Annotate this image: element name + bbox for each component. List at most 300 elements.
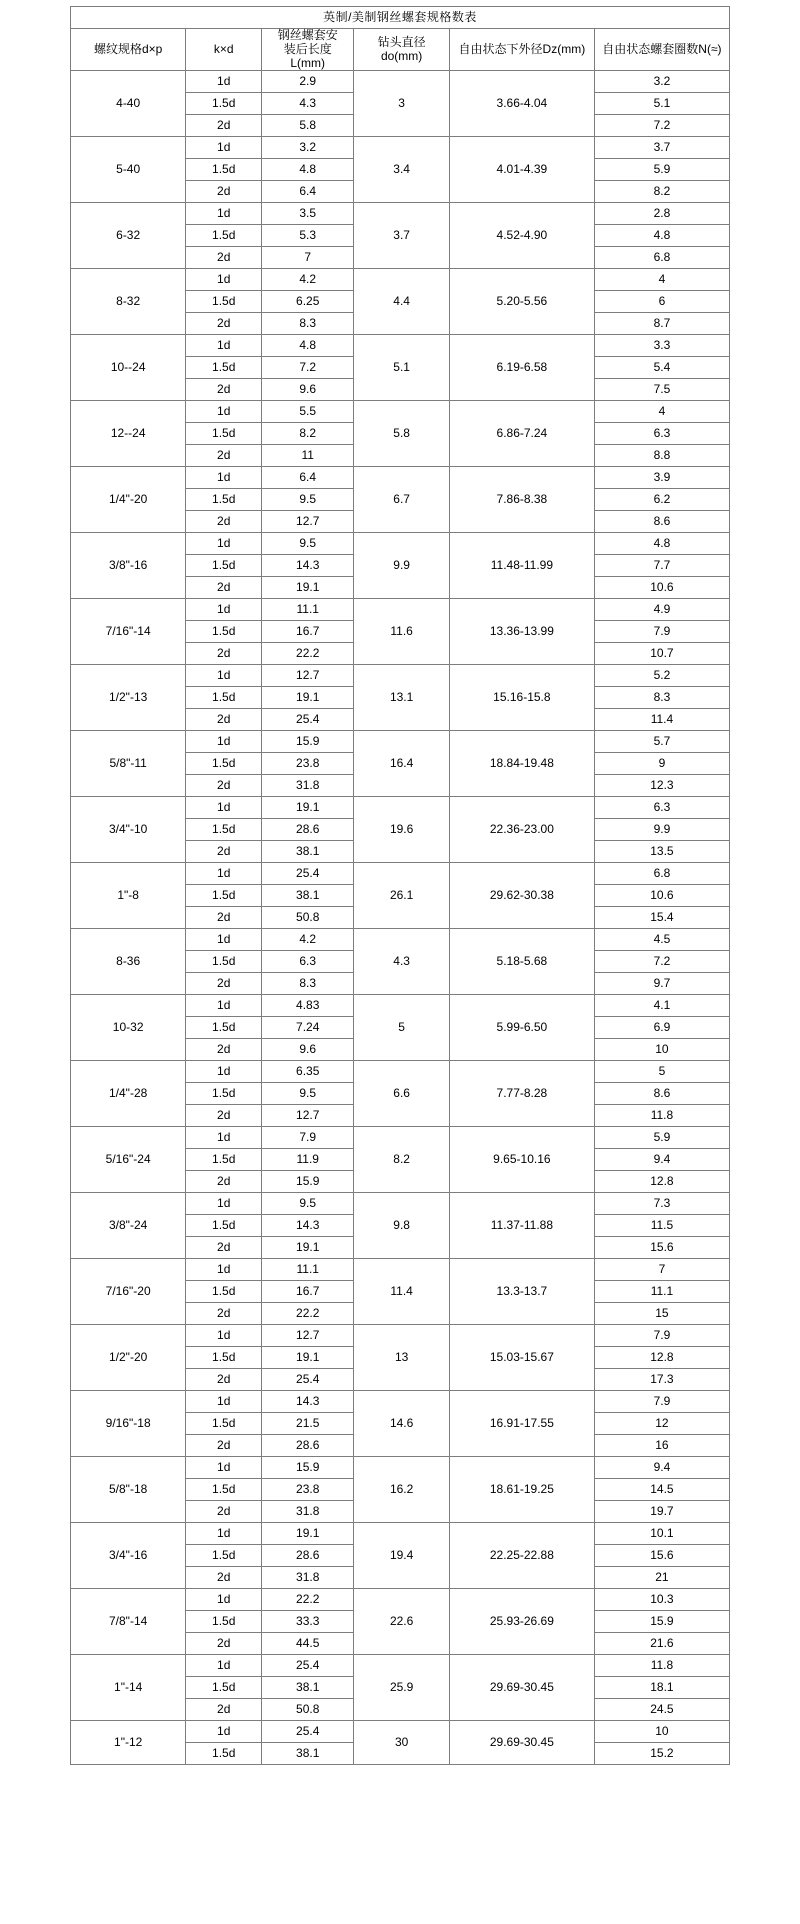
cell-thread-spec: 7/16"-14 xyxy=(71,599,186,665)
table-header xyxy=(71,7,730,71)
cell-length: 16.7 xyxy=(262,1281,354,1303)
cell-turns: 6.2 xyxy=(594,489,729,511)
cell-length: 25.4 xyxy=(262,1369,354,1391)
cell-turns: 4 xyxy=(594,269,729,291)
cell-length: 4.83 xyxy=(262,995,354,1017)
cell-drill-diameter: 5.8 xyxy=(354,401,450,467)
cell-thread-spec: 10-32 xyxy=(71,995,186,1061)
cell-turns: 12.8 xyxy=(594,1171,729,1193)
cell-turns: 5.2 xyxy=(594,665,729,687)
cell-free-outer-diameter: 15.03-15.67 xyxy=(449,1325,594,1391)
cell-drill-diameter: 13 xyxy=(354,1325,450,1391)
cell-free-outer-diameter: 13.36-13.99 xyxy=(449,599,594,665)
cell-kd: 1d xyxy=(186,1127,262,1149)
cell-turns: 12.8 xyxy=(594,1347,729,1369)
cell-turns: 6 xyxy=(594,291,729,313)
cell-length: 14.3 xyxy=(262,555,354,577)
cell-free-outer-diameter: 6.19-6.58 xyxy=(449,335,594,401)
cell-turns: 6.9 xyxy=(594,1017,729,1039)
cell-kd: 1.5d xyxy=(186,1743,262,1765)
cell-free-outer-diameter: 6.86-7.24 xyxy=(449,401,594,467)
col-header-dz xyxy=(449,29,594,71)
cell-length: 23.8 xyxy=(262,1479,354,1501)
cell-drill-diameter: 5.1 xyxy=(354,335,450,401)
cell-length: 11.9 xyxy=(262,1149,354,1171)
cell-thread-spec: 1/2"-13 xyxy=(71,665,186,731)
col-header-length xyxy=(262,29,354,71)
cell-kd: 1.5d xyxy=(186,1149,262,1171)
table-row xyxy=(71,731,730,753)
col-header-length-line3: L(mm) xyxy=(290,55,326,70)
cell-length: 7.9 xyxy=(262,1127,354,1149)
table-row xyxy=(71,335,730,357)
cell-free-outer-diameter: 11.48-11.99 xyxy=(449,533,594,599)
cell-free-outer-diameter: 16.91-17.55 xyxy=(449,1391,594,1457)
cell-free-outer-diameter: 18.84-19.48 xyxy=(449,731,594,797)
cell-thread-spec: 1/4"-20 xyxy=(71,467,186,533)
cell-turns: 10.6 xyxy=(594,885,729,907)
cell-turns: 18.1 xyxy=(594,1677,729,1699)
cell-free-outer-diameter: 29.62-30.38 xyxy=(449,863,594,929)
cell-length: 50.8 xyxy=(262,1699,354,1721)
cell-kd: 2d xyxy=(186,1699,262,1721)
cell-thread-spec: 1"-14 xyxy=(71,1655,186,1721)
table-row xyxy=(71,137,730,159)
cell-kd: 1.5d xyxy=(186,1281,262,1303)
cell-kd: 1.5d xyxy=(186,1611,262,1633)
cell-kd: 1d xyxy=(186,533,262,555)
cell-length: 9.5 xyxy=(262,489,354,511)
cell-drill-diameter: 16.2 xyxy=(354,1457,450,1523)
cell-length: 8.2 xyxy=(262,423,354,445)
table-row xyxy=(71,1259,730,1281)
cell-free-outer-diameter: 13.3-13.7 xyxy=(449,1259,594,1325)
cell-kd: 1.5d xyxy=(186,423,262,445)
cell-turns: 4.8 xyxy=(594,225,729,247)
cell-free-outer-diameter: 7.77-8.28 xyxy=(449,1061,594,1127)
table-row xyxy=(71,401,730,423)
cell-free-outer-diameter: 5.20-5.56 xyxy=(449,269,594,335)
cell-length: 28.6 xyxy=(262,1435,354,1457)
cell-turns: 7.5 xyxy=(594,379,729,401)
cell-length: 22.2 xyxy=(262,1589,354,1611)
cell-free-outer-diameter: 4.01-4.39 xyxy=(449,137,594,203)
cell-length: 28.6 xyxy=(262,819,354,841)
table-row xyxy=(71,1721,730,1743)
cell-kd: 2d xyxy=(186,775,262,797)
cell-turns: 6.3 xyxy=(594,797,729,819)
cell-turns: 11.8 xyxy=(594,1105,729,1127)
cell-kd: 1d xyxy=(186,665,262,687)
table-row xyxy=(71,1523,730,1545)
cell-length: 6.35 xyxy=(262,1061,354,1083)
cell-turns: 10.6 xyxy=(594,577,729,599)
cell-turns: 11.4 xyxy=(594,709,729,731)
cell-length: 31.8 xyxy=(262,1501,354,1523)
cell-length: 4.8 xyxy=(262,159,354,181)
col-header-kd-label: k×d xyxy=(213,41,234,56)
cell-turns: 8.6 xyxy=(594,511,729,533)
cell-free-outer-diameter: 4.52-4.90 xyxy=(449,203,594,269)
cell-length: 6.3 xyxy=(262,951,354,973)
cell-turns: 4.9 xyxy=(594,599,729,621)
cell-thread-spec: 5-40 xyxy=(71,137,186,203)
cell-thread-spec: 8-32 xyxy=(71,269,186,335)
cell-kd: 2d xyxy=(186,709,262,731)
cell-length: 11.1 xyxy=(262,599,354,621)
table-row xyxy=(71,1325,730,1347)
cell-turns: 13.5 xyxy=(594,841,729,863)
cell-turns: 2.8 xyxy=(594,203,729,225)
cell-free-outer-diameter: 22.25-22.88 xyxy=(449,1523,594,1589)
cell-kd: 1d xyxy=(186,1193,262,1215)
cell-kd: 1.5d xyxy=(186,1083,262,1105)
cell-length: 19.1 xyxy=(262,1523,354,1545)
cell-drill-diameter: 8.2 xyxy=(354,1127,450,1193)
cell-drill-diameter: 5 xyxy=(354,995,450,1061)
cell-free-outer-diameter: 29.69-30.45 xyxy=(449,1655,594,1721)
cell-kd: 2d xyxy=(186,1633,262,1655)
cell-kd: 1.5d xyxy=(186,225,262,247)
cell-thread-spec: 1"-12 xyxy=(71,1721,186,1765)
cell-drill-diameter: 9.9 xyxy=(354,533,450,599)
cell-length: 4.2 xyxy=(262,269,354,291)
cell-turns: 24.5 xyxy=(594,1699,729,1721)
table-row xyxy=(71,1193,730,1215)
cell-drill-diameter: 19.6 xyxy=(354,797,450,863)
cell-free-outer-diameter: 25.93-26.69 xyxy=(449,1589,594,1655)
cell-turns: 5.1 xyxy=(594,93,729,115)
cell-length: 15.9 xyxy=(262,1171,354,1193)
cell-thread-spec: 5/8"-11 xyxy=(71,731,186,797)
cell-kd: 2d xyxy=(186,1501,262,1523)
cell-turns: 7.2 xyxy=(594,115,729,137)
col-header-drill xyxy=(354,29,450,71)
cell-drill-diameter: 3 xyxy=(354,71,450,137)
cell-turns: 11.8 xyxy=(594,1655,729,1677)
cell-kd: 1d xyxy=(186,71,262,93)
cell-kd: 2d xyxy=(186,1171,262,1193)
cell-drill-diameter: 30 xyxy=(354,1721,450,1765)
cell-turns: 9.9 xyxy=(594,819,729,841)
cell-kd: 1d xyxy=(186,929,262,951)
cell-turns: 15.6 xyxy=(594,1545,729,1567)
cell-kd: 2d xyxy=(186,1435,262,1457)
col-header-kd xyxy=(186,29,262,71)
cell-free-outer-diameter: 7.86-8.38 xyxy=(449,467,594,533)
cell-drill-diameter: 19.4 xyxy=(354,1523,450,1589)
cell-length: 12.7 xyxy=(262,1105,354,1127)
cell-length: 14.3 xyxy=(262,1215,354,1237)
cell-turns: 3.3 xyxy=(594,335,729,357)
cell-turns: 4.8 xyxy=(594,533,729,555)
cell-length: 7.2 xyxy=(262,357,354,379)
cell-turns: 12.3 xyxy=(594,775,729,797)
cell-drill-diameter: 3.4 xyxy=(354,137,450,203)
title-row xyxy=(71,7,730,29)
cell-turns: 8.6 xyxy=(594,1083,729,1105)
cell-turns: 17.3 xyxy=(594,1369,729,1391)
cell-kd: 2d xyxy=(186,1567,262,1589)
cell-length: 28.6 xyxy=(262,1545,354,1567)
cell-thread-spec: 7/16"-20 xyxy=(71,1259,186,1325)
cell-kd: 1.5d xyxy=(186,159,262,181)
cell-kd: 1.5d xyxy=(186,291,262,313)
cell-length: 33.3 xyxy=(262,1611,354,1633)
col-header-turns-label: 自由状态螺套圈数N(≈) xyxy=(602,41,722,56)
cell-kd: 1d xyxy=(186,731,262,753)
cell-kd: 2d xyxy=(186,1039,262,1061)
cell-length: 14.3 xyxy=(262,1391,354,1413)
cell-kd: 1d xyxy=(186,1523,262,1545)
cell-length: 8.3 xyxy=(262,313,354,335)
cell-turns: 5.9 xyxy=(594,1127,729,1149)
spec-table xyxy=(70,6,730,1765)
table-row xyxy=(71,929,730,951)
cell-drill-diameter: 9.8 xyxy=(354,1193,450,1259)
cell-thread-spec: 3/8"-24 xyxy=(71,1193,186,1259)
cell-turns: 6.8 xyxy=(594,863,729,885)
cell-turns: 7 xyxy=(594,1259,729,1281)
cell-turns: 8.7 xyxy=(594,313,729,335)
cell-turns: 9.4 xyxy=(594,1149,729,1171)
cell-thread-spec: 1"-8 xyxy=(71,863,186,929)
cell-thread-spec: 8-36 xyxy=(71,929,186,995)
cell-length: 16.7 xyxy=(262,621,354,643)
cell-turns: 3.9 xyxy=(594,467,729,489)
cell-length: 25.4 xyxy=(262,1721,354,1743)
col-header-thread-spec xyxy=(71,29,186,71)
cell-length: 31.8 xyxy=(262,775,354,797)
cell-turns: 4.5 xyxy=(594,929,729,951)
cell-turns: 7.2 xyxy=(594,951,729,973)
cell-kd: 1d xyxy=(186,1457,262,1479)
cell-turns: 9 xyxy=(594,753,729,775)
cell-kd: 1d xyxy=(186,863,262,885)
cell-thread-spec: 3/4"-10 xyxy=(71,797,186,863)
cell-length: 9.6 xyxy=(262,379,354,401)
page-title: 英制/美制钢丝螺套规格数表 xyxy=(71,7,730,29)
cell-turns: 3.7 xyxy=(594,137,729,159)
col-header-thread-spec-label: 螺纹规格d×p xyxy=(93,41,163,56)
cell-kd: 2d xyxy=(186,1303,262,1325)
table-row xyxy=(71,863,730,885)
cell-drill-diameter: 4.3 xyxy=(354,929,450,995)
column-header-row xyxy=(71,29,730,71)
cell-turns: 7.9 xyxy=(594,1391,729,1413)
cell-turns: 10.7 xyxy=(594,643,729,665)
cell-kd: 1d xyxy=(186,401,262,423)
cell-length: 9.6 xyxy=(262,1039,354,1061)
cell-thread-spec: 12--24 xyxy=(71,401,186,467)
cell-length: 5.5 xyxy=(262,401,354,423)
cell-length: 4.3 xyxy=(262,93,354,115)
cell-turns: 5.7 xyxy=(594,731,729,753)
cell-turns: 7.9 xyxy=(594,1325,729,1347)
cell-length: 6.4 xyxy=(262,467,354,489)
table-row xyxy=(71,533,730,555)
table-row xyxy=(71,797,730,819)
cell-length: 25.4 xyxy=(262,709,354,731)
cell-kd: 1d xyxy=(186,599,262,621)
cell-turns: 19.7 xyxy=(594,1501,729,1523)
cell-kd: 1d xyxy=(186,1589,262,1611)
cell-thread-spec: 10--24 xyxy=(71,335,186,401)
cell-turns: 10.3 xyxy=(594,1589,729,1611)
cell-drill-diameter: 11.4 xyxy=(354,1259,450,1325)
col-header-length-line1: 钢丝螺套安 xyxy=(277,28,338,42)
cell-turns: 15.4 xyxy=(594,907,729,929)
cell-kd: 2d xyxy=(186,511,262,533)
table-row xyxy=(71,995,730,1017)
cell-turns: 8.8 xyxy=(594,445,729,467)
table-row xyxy=(71,1061,730,1083)
table-row xyxy=(71,599,730,621)
table-body xyxy=(71,71,730,1765)
cell-length: 12.7 xyxy=(262,1325,354,1347)
cell-free-outer-diameter: 18.61-19.25 xyxy=(449,1457,594,1523)
table-row xyxy=(71,1589,730,1611)
cell-turns: 15 xyxy=(594,1303,729,1325)
cell-kd: 1.5d xyxy=(186,1413,262,1435)
cell-thread-spec: 1/2"-20 xyxy=(71,1325,186,1391)
cell-length: 9.5 xyxy=(262,1083,354,1105)
cell-kd: 1.5d xyxy=(186,1347,262,1369)
cell-turns: 14.5 xyxy=(594,1479,729,1501)
cell-turns: 6.8 xyxy=(594,247,729,269)
cell-free-outer-diameter: 9.65-10.16 xyxy=(449,1127,594,1193)
table-row xyxy=(71,71,730,93)
cell-kd: 2d xyxy=(186,247,262,269)
cell-free-outer-diameter: 5.18-5.68 xyxy=(449,929,594,995)
cell-length: 8.3 xyxy=(262,973,354,995)
cell-kd: 2d xyxy=(186,841,262,863)
cell-turns: 21.6 xyxy=(594,1633,729,1655)
cell-kd: 2d xyxy=(186,379,262,401)
cell-turns: 7.3 xyxy=(594,1193,729,1215)
cell-thread-spec: 5/16"-24 xyxy=(71,1127,186,1193)
cell-length: 5.3 xyxy=(262,225,354,247)
cell-kd: 1.5d xyxy=(186,489,262,511)
cell-kd: 1.5d xyxy=(186,1545,262,1567)
col-header-drill-line2: do(mm) xyxy=(380,48,423,63)
cell-kd: 1.5d xyxy=(186,1215,262,1237)
cell-length: 15.9 xyxy=(262,731,354,753)
cell-thread-spec: 5/8"-18 xyxy=(71,1457,186,1523)
cell-kd: 1.5d xyxy=(186,1017,262,1039)
cell-turns: 4.1 xyxy=(594,995,729,1017)
cell-kd: 1d xyxy=(186,467,262,489)
cell-turns: 8.3 xyxy=(594,687,729,709)
cell-turns: 11.5 xyxy=(594,1215,729,1237)
cell-kd: 1.5d xyxy=(186,687,262,709)
cell-length: 50.8 xyxy=(262,907,354,929)
cell-turns: 11.1 xyxy=(594,1281,729,1303)
cell-length: 9.5 xyxy=(262,533,354,555)
cell-free-outer-diameter: 3.66-4.04 xyxy=(449,71,594,137)
cell-kd: 1d xyxy=(186,1259,262,1281)
cell-drill-diameter: 3.7 xyxy=(354,203,450,269)
cell-length: 38.1 xyxy=(262,1743,354,1765)
cell-length: 19.1 xyxy=(262,1237,354,1259)
cell-length: 22.2 xyxy=(262,1303,354,1325)
cell-kd: 1d xyxy=(186,1721,262,1743)
cell-kd: 2d xyxy=(186,313,262,335)
cell-turns: 10 xyxy=(594,1039,729,1061)
cell-kd: 2d xyxy=(186,577,262,599)
cell-length: 7.24 xyxy=(262,1017,354,1039)
cell-free-outer-diameter: 15.16-15.8 xyxy=(449,665,594,731)
cell-kd: 1.5d xyxy=(186,951,262,973)
cell-length: 19.1 xyxy=(262,577,354,599)
cell-kd: 1d xyxy=(186,995,262,1017)
cell-turns: 12 xyxy=(594,1413,729,1435)
cell-free-outer-diameter: 29.69-30.45 xyxy=(449,1721,594,1765)
col-header-turns xyxy=(594,29,729,71)
cell-drill-diameter: 6.7 xyxy=(354,467,450,533)
cell-length: 2.9 xyxy=(262,71,354,93)
cell-kd: 2d xyxy=(186,181,262,203)
cell-length: 19.1 xyxy=(262,797,354,819)
cell-turns: 15.9 xyxy=(594,1611,729,1633)
cell-drill-diameter: 25.9 xyxy=(354,1655,450,1721)
cell-turns: 10 xyxy=(594,1721,729,1743)
col-header-length-line2: 装后长度 xyxy=(283,41,332,56)
cell-drill-diameter: 16.4 xyxy=(354,731,450,797)
cell-kd: 2d xyxy=(186,973,262,995)
cell-length: 7 xyxy=(262,247,354,269)
cell-turns: 15.6 xyxy=(594,1237,729,1259)
cell-kd: 1d xyxy=(186,1655,262,1677)
cell-thread-spec: 1/4"-28 xyxy=(71,1061,186,1127)
cell-thread-spec: 9/16"-18 xyxy=(71,1391,186,1457)
cell-turns: 7.7 xyxy=(594,555,729,577)
cell-free-outer-diameter: 5.99-6.50 xyxy=(449,995,594,1061)
cell-turns: 5 xyxy=(594,1061,729,1083)
cell-kd: 1d xyxy=(186,203,262,225)
cell-drill-diameter: 14.6 xyxy=(354,1391,450,1457)
cell-kd: 1.5d xyxy=(186,753,262,775)
cell-turns: 3.2 xyxy=(594,71,729,93)
col-header-drill-line1: 钻头直径 xyxy=(377,34,426,49)
cell-length: 12.7 xyxy=(262,511,354,533)
cell-thread-spec: 3/8"-16 xyxy=(71,533,186,599)
cell-kd: 2d xyxy=(186,907,262,929)
cell-kd: 1.5d xyxy=(186,621,262,643)
cell-turns: 5.9 xyxy=(594,159,729,181)
cell-turns: 6.3 xyxy=(594,423,729,445)
cell-length: 11.1 xyxy=(262,1259,354,1281)
cell-free-outer-diameter: 22.36-23.00 xyxy=(449,797,594,863)
cell-length: 38.1 xyxy=(262,841,354,863)
cell-turns: 21 xyxy=(594,1567,729,1589)
cell-drill-diameter: 11.6 xyxy=(354,599,450,665)
cell-length: 19.1 xyxy=(262,1347,354,1369)
cell-length: 25.4 xyxy=(262,863,354,885)
cell-turns: 16 xyxy=(594,1435,729,1457)
cell-turns: 9.7 xyxy=(594,973,729,995)
table-row xyxy=(71,665,730,687)
cell-kd: 2d xyxy=(186,1237,262,1259)
cell-thread-spec: 4-40 xyxy=(71,71,186,137)
cell-turns: 4 xyxy=(594,401,729,423)
cell-kd: 2d xyxy=(186,1105,262,1127)
cell-drill-diameter: 22.6 xyxy=(354,1589,450,1655)
cell-kd: 1.5d xyxy=(186,885,262,907)
cell-kd: 2d xyxy=(186,1369,262,1391)
cell-length: 3.2 xyxy=(262,137,354,159)
cell-kd: 1d xyxy=(186,1325,262,1347)
